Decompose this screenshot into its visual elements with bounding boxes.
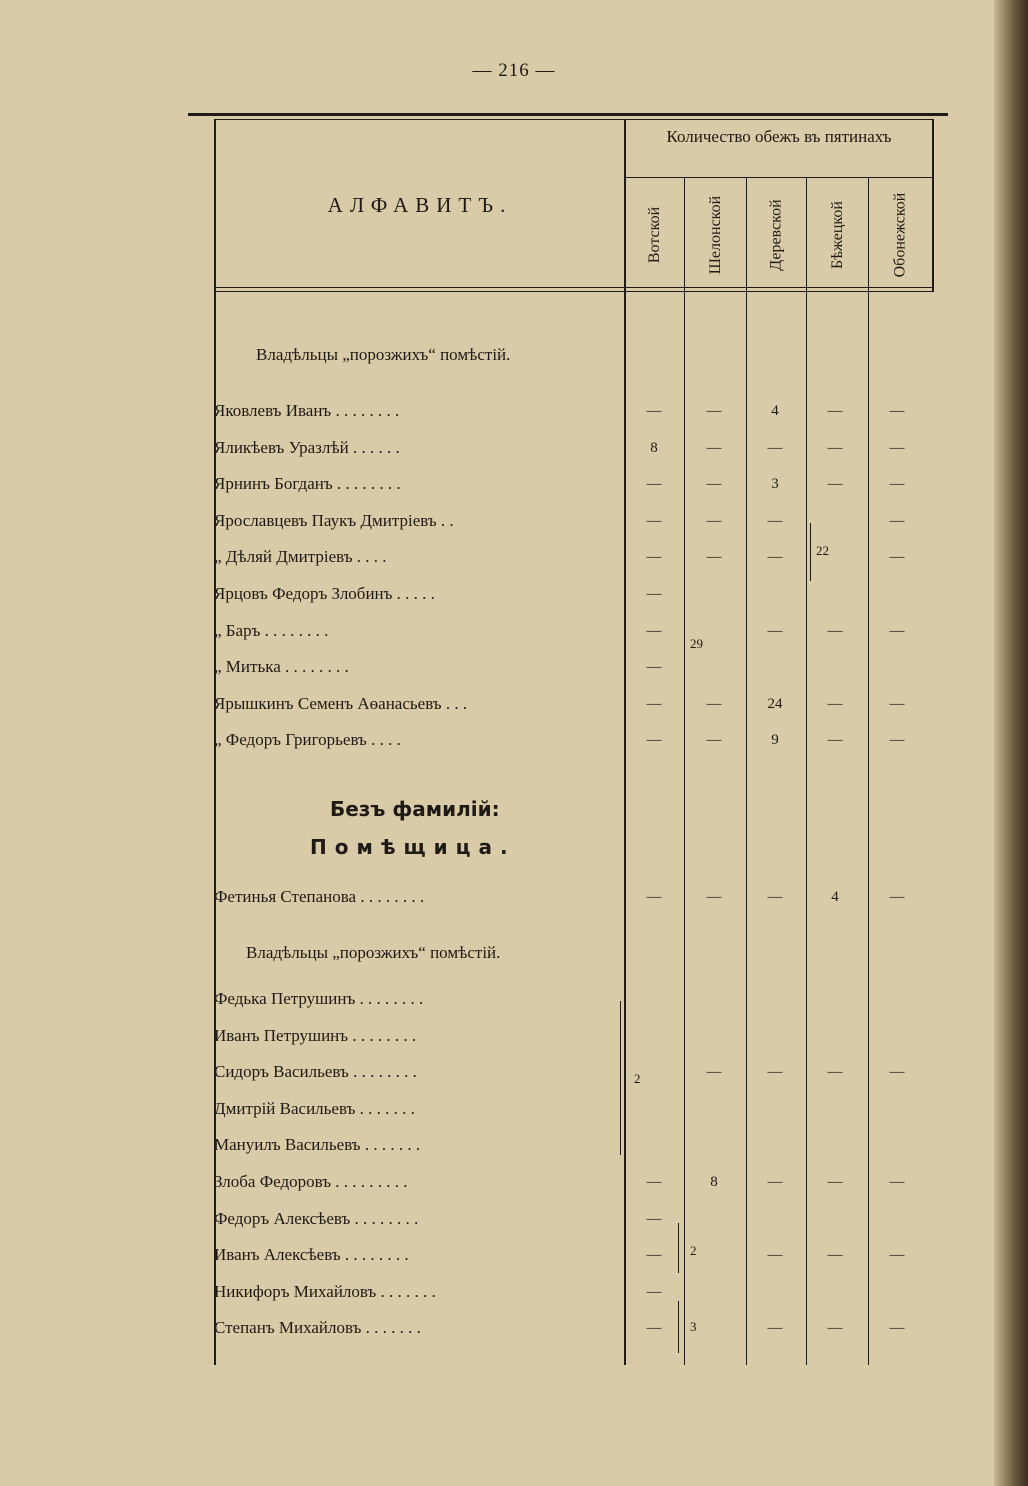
cell-value: —	[827, 1174, 843, 1190]
brace-value: 29	[690, 636, 703, 651]
entry-name: „ Дѣляй Дмитріевъ . . . .	[214, 547, 387, 567]
entry-name: Яликѣевъ Уразлѣй . . . . . .	[214, 437, 400, 457]
brace-shelon	[684, 587, 685, 695]
cell-value: —	[706, 889, 722, 905]
alphabet-heading: АЛФАВИТЪ.	[327, 193, 513, 217]
cell-value: —	[706, 512, 722, 529]
page-number: — 216 —	[472, 60, 556, 81]
cell-value: —	[706, 439, 722, 456]
entry-name: Иванъ Петрушинъ . . . . . . . .	[214, 1025, 417, 1045]
col-divider-1	[684, 177, 685, 1365]
cell-value: —	[767, 512, 783, 529]
cell-value: —	[646, 1320, 662, 1337]
cell-value: 4	[831, 889, 839, 905]
cell-value: —	[646, 1174, 662, 1190]
entry-name: Иванъ Алексѣевъ . . . . . . . .	[214, 1245, 409, 1265]
cell-value: —	[646, 622, 662, 639]
entry-name: Степанъ Михайловъ . . . . . . .	[214, 1318, 421, 1338]
column-header-shelon: Шелонской	[707, 195, 725, 275]
cell-value: —	[827, 1320, 843, 1337]
brace-value: 2	[634, 1071, 641, 1086]
cell-value: —	[767, 439, 783, 456]
column-header-vot: Вотской	[646, 206, 663, 264]
cell-value: —	[767, 1064, 783, 1081]
cell-value: —	[706, 476, 722, 493]
cell-value: —	[646, 732, 662, 749]
cell-value: —	[646, 586, 662, 602]
quantity-subheader-rule	[624, 177, 934, 178]
cell-value: —	[646, 889, 662, 905]
cell-value: —	[889, 439, 905, 456]
cell-value: —	[889, 1064, 905, 1081]
cell-value: —	[767, 889, 783, 905]
entry-name: Ярославцевъ Паукъ Дмитріевъ . .	[214, 510, 454, 530]
entry-name: Ярцовъ Федоръ Злобинъ . . . . .	[214, 584, 435, 603]
entry-name: Фетинья Степанова . . . . . . . .	[214, 887, 425, 906]
cell-value: —	[827, 476, 843, 493]
cell-value: 3	[771, 476, 779, 493]
cell-value: 24	[767, 695, 783, 712]
top-rule	[188, 113, 948, 116]
cell-value: —	[889, 695, 905, 712]
brace-value: 3	[690, 1319, 697, 1334]
cell-value: —	[646, 1247, 662, 1264]
cell-value: —	[646, 403, 662, 419]
cell-value: 4	[771, 403, 779, 419]
cell-value: —	[706, 403, 722, 419]
cell-value: 9	[771, 732, 779, 749]
entry-name: „ Федоръ Григорьевъ . . . .	[214, 730, 401, 750]
cell-value: —	[767, 622, 783, 639]
cell-value: —	[889, 512, 905, 529]
entry-name: Федька Петрушинъ . . . . . . . .	[214, 989, 424, 1008]
cell-value: —	[767, 1174, 783, 1190]
no-surname-heading: Безъ фамилій:	[330, 797, 500, 821]
cell-value: —	[889, 476, 905, 493]
cell-value: —	[767, 1320, 783, 1337]
cell-value: —	[646, 512, 662, 529]
cell-value: —	[827, 695, 843, 712]
cell-value: —	[889, 732, 905, 749]
cell-value: —	[646, 695, 662, 712]
cell-value: —	[646, 659, 662, 676]
brace-bezhetsk	[810, 523, 811, 581]
cell-value: —	[827, 1247, 843, 1264]
header-bottom-rule-2	[214, 291, 934, 292]
cell-value: —	[767, 1247, 783, 1264]
brace-shelon	[678, 1223, 679, 1273]
entry-name: „ Баръ . . . . . . . .	[214, 620, 329, 640]
entry-name: Сидоръ Васильевъ . . . . . . . .	[214, 1062, 417, 1082]
cell-value: —	[706, 732, 722, 749]
column-header-bezhetsk: Бѣжецкой	[828, 201, 846, 269]
cell-value: 8	[650, 439, 658, 456]
cell-value: —	[889, 1320, 905, 1337]
entry-name: Никифоръ Михайловъ . . . . . . .	[214, 1281, 436, 1301]
brace-vot	[620, 1001, 621, 1155]
landowner-heading: Помѣщица.	[310, 835, 516, 859]
brace-shelon	[678, 1301, 679, 1353]
quantity-heading: Количество обежъ въ пятинахъ	[666, 127, 892, 146]
entry-name: Федоръ Алексѣевъ . . . . . . . .	[214, 1208, 419, 1228]
cell-value: —	[646, 476, 662, 493]
entry-name: „ Митька . . . . . . . .	[214, 657, 349, 677]
cell-value: —	[767, 549, 783, 566]
entry-name: Ярышкинъ Семенъ Аѳанасьевъ . . .	[214, 693, 468, 713]
entry-name: Мануилъ Васильевъ . . . . . . .	[214, 1135, 421, 1155]
cell-value: 8	[710, 1174, 718, 1190]
entry-name: Дмитрій Васильевъ . . . . . . .	[214, 1098, 415, 1118]
cell-value: —	[706, 1064, 722, 1081]
section-heading: Владѣльцы „порозжихъ“ помѣстій.	[256, 345, 511, 364]
column-header-obonezh: Обонежской	[891, 192, 909, 278]
cell-value: —	[889, 1247, 905, 1264]
cell-value: —	[646, 549, 662, 566]
cell-value: —	[646, 1210, 662, 1227]
entry-name: Злоба Федоровъ . . . . . . . . .	[214, 1172, 408, 1191]
cell-value: —	[827, 439, 843, 456]
cell-value: —	[889, 622, 905, 639]
cell-value: —	[889, 549, 905, 566]
column-header-derev: Деревской	[767, 199, 785, 271]
brace-value: 2	[690, 1243, 697, 1258]
cell-value: —	[889, 403, 905, 419]
cell-value: —	[889, 889, 905, 905]
cell-value: —	[827, 732, 843, 749]
right-border	[932, 119, 934, 291]
cell-value: —	[706, 549, 722, 566]
cell-value: —	[827, 622, 843, 639]
cell-value: —	[646, 1283, 662, 1300]
register-table	[214, 113, 934, 1365]
cell-value: —	[827, 403, 843, 419]
top-rule-thin	[214, 119, 934, 120]
cell-value: —	[889, 1174, 905, 1190]
cell-value: —	[827, 1064, 843, 1081]
book-edge-shadow	[994, 0, 1028, 1486]
entry-name: Ярнинъ Богданъ . . . . . . . .	[214, 474, 401, 494]
brace-value: 22	[816, 543, 829, 558]
section-heading: Владѣльцы „порозжихъ“ помѣстій.	[246, 943, 501, 962]
cell-value: —	[706, 695, 722, 712]
entry-name: Яковлевъ Иванъ . . . . . . . .	[214, 401, 400, 420]
